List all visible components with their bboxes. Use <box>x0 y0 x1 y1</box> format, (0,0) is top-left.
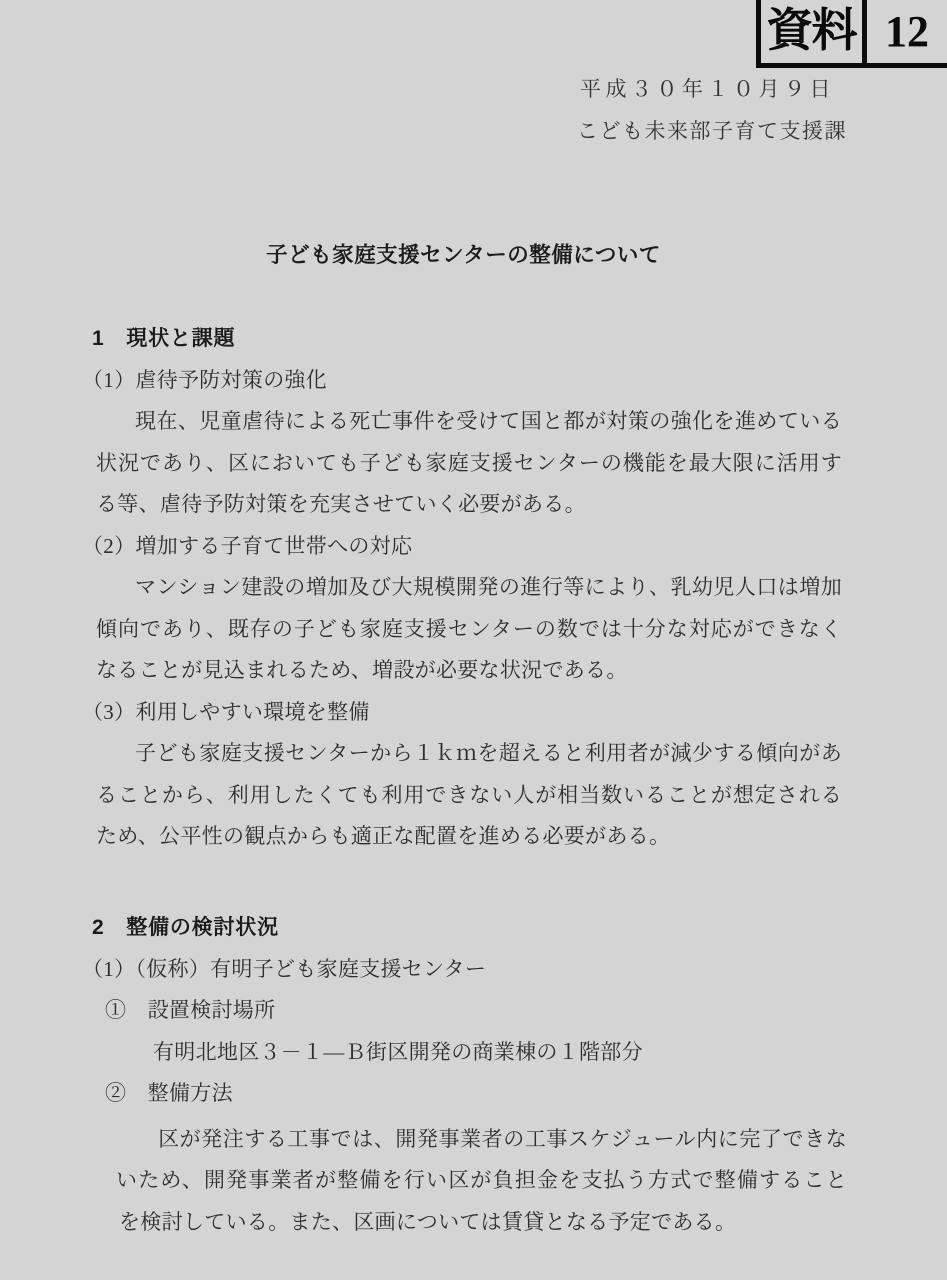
section-1-item-2-text: 傾向であり、既存の子ども家庭支援センターの数では十分な対応ができなく <box>96 616 842 641</box>
sub-item-1-heading: ① 設置検討場所 <box>105 998 276 1022</box>
sub-item-2-text: いため、開発事業者が整備を行い区が負担金を支払う方式で整備すること <box>116 1168 847 1192</box>
date-line: 平成３０年１０月９日 <box>580 77 835 101</box>
sub-item-2-heading: ② 整備方法 <box>105 1081 233 1105</box>
section-2-item-1-heading: （1）（仮称）有明子ども家庭支援センター <box>82 956 487 981</box>
section-1-item-1-text: 現在、児童虐待による死亡事件を受けて国と都が対策の強化を進めている <box>135 409 842 433</box>
section-2-heading: 2 整備の検討状況 <box>92 916 279 939</box>
section-1-item-1-text: 状況であり、区においても子ども家庭支援センターの機能を最大限に活用す <box>96 450 842 475</box>
sub-item-1-body: 有明北地区３－１―Ｂ街区開発の商業棟の１階部分 <box>153 1039 643 1064</box>
sub-item-2-text: を検討している。また、区画については賃貸となる予定である。 <box>119 1209 737 1234</box>
spacer <box>0 277 947 319</box>
department-line: こども未来部子育て支援課 <box>577 118 847 143</box>
section-1-item-2-heading: （2）増加する子育て世帯への対応 <box>82 533 413 558</box>
spacer <box>0 858 947 900</box>
section-1-item-1-text: る等、虐待予防対策を充実させていく必要がある。 <box>96 492 586 516</box>
spacer <box>0 194 947 236</box>
section-1-item-2-text: なることが見込まれるため、増設が必要な状況である。 <box>96 658 628 682</box>
section-1-heading: 1 現状と課題 <box>92 327 236 350</box>
section-1-item-3-text: ため、公平性の観点からも適正な配置を進める必要がある。 <box>96 824 671 848</box>
section-1-item-3-heading: （3）利用しやすい環境を整備 <box>82 699 370 724</box>
section-1-item-1-heading: （1）虐待予防対策の強化 <box>82 367 328 392</box>
section-1-item-3-text: 子ども家庭支援センターから１ｋｍを超えると利用者が減少する傾向があ <box>135 741 842 765</box>
section-1-item-2-text: マンション建設の増加及び大規模開発の進行等により、乳幼児人口は増加 <box>135 575 842 599</box>
stamp-number: 12 <box>885 7 929 56</box>
stamp-label: 資料 <box>761 0 867 63</box>
section-1-item-3-text: ることから、利用したくても利用できない人が相当数いることが想定される <box>96 782 842 807</box>
spacer <box>0 152 947 194</box>
spacer <box>0 899 947 907</box>
page-title: 子ども家庭支援センターの整備について <box>266 243 661 267</box>
sub-item-2-text: 区が発注する工事では、開発事業者の工事スケジュール内に完了できな <box>158 1126 847 1151</box>
